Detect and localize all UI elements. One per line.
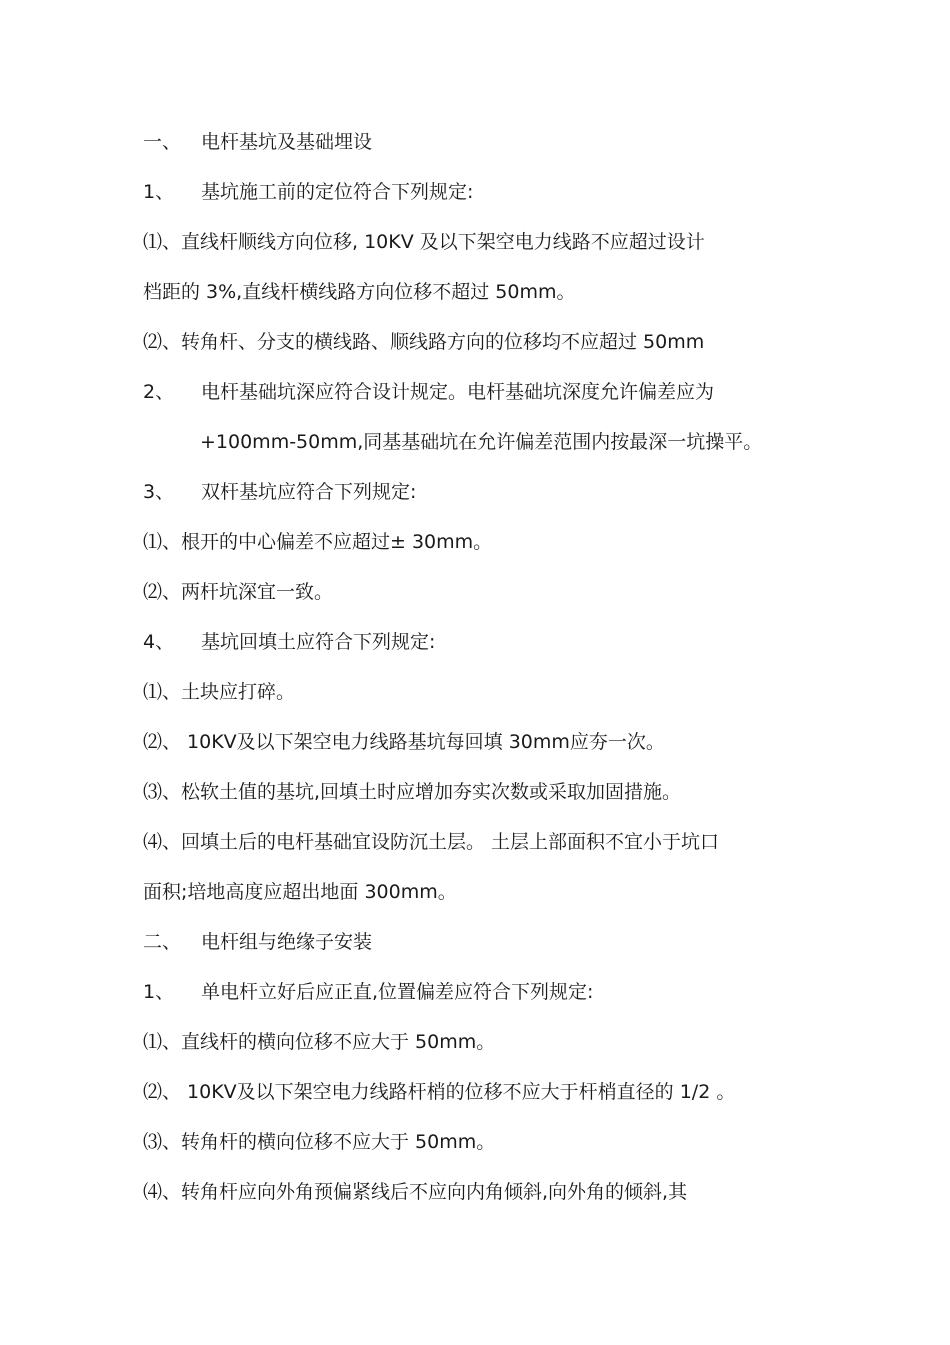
paragraph-text: ⑵、 10KV及以下架空电力线路杆梢的位移不应大于杆梢直径的 1/2 。 [143, 1081, 736, 1103]
section-title: 电杆基坑及基础埋设 [201, 131, 373, 153]
paragraph-line [143, 580, 333, 604]
clause-text: 单电杆立好后应正直,位置偏差应符合下列规定: [201, 981, 594, 1003]
paragraph-text: ⑴、直线杆顺线方向位移, 10KV 及以下架空电力线路不应超过设计 [143, 231, 705, 253]
paragraph-line [143, 230, 705, 254]
section-number: 一、 [143, 131, 182, 153]
clause-number: 1、 [143, 181, 175, 203]
clause-text: 基坑施工前的定位符合下列规定: [201, 181, 474, 203]
paragraph-line [143, 330, 704, 354]
paragraph-line [200, 430, 762, 454]
clause-number: 1、 [143, 981, 175, 1003]
paragraph-line [143, 1130, 495, 1154]
paragraph-line [143, 1030, 495, 1054]
paragraph-text: ⑷、转角杆应向外角预偏紧线后不应向内角倾斜,向外角的倾斜,其 [143, 1181, 688, 1203]
paragraph-text: ⑴、根开的中心偏差不应超过± 30mm。 [143, 531, 493, 553]
clause-number: 4、 [143, 631, 175, 653]
paragraph-line [143, 280, 575, 304]
clause-number: 3、 [143, 481, 175, 503]
clause-4 [143, 630, 435, 654]
paragraph-line [143, 830, 719, 854]
paragraph-text: ⑵、转角杆、分支的横线路、顺线路方向的位移均不应超过 50mm [143, 331, 705, 353]
paragraph-line [143, 730, 665, 754]
paragraph-line [143, 530, 492, 554]
paragraph-text: +100mm-50mm,同基基础坑在允许偏差范围内按最深一坑操平。 [200, 431, 763, 453]
section-heading-2 [143, 930, 372, 954]
paragraph-line [143, 680, 295, 704]
paragraph-text: ⑶、转角杆的横向位移不应大于 50mm。 [143, 1131, 496, 1153]
section-title: 电杆组与绝缘子安装 [201, 931, 373, 953]
clause-text: 电杆基础坑深应符合设计规定。电杆基础坑深度允许偏差应为 [201, 381, 715, 403]
paragraph-text: 面积;培地高度应超出地面 300mm。 [143, 881, 457, 903]
clause-number: 2、 [143, 381, 175, 403]
section-heading-1 [143, 130, 372, 154]
paragraph-text: 档距的 3%,直线杆横线路方向位移不超过 50mm。 [143, 281, 576, 303]
paragraph-text: ⑵、 10KV及以下架空电力线路基坑每回填 30mm应夯一次。 [143, 731, 665, 753]
paragraph-text: ⑶、松软土值的基坑,回填土时应增加夯实次数或采取加固措施。 [143, 781, 682, 803]
paragraph-text: ⑴、直线杆的横向位移不应大于 50mm。 [143, 1031, 496, 1053]
clause-3 [143, 480, 416, 504]
paragraph-line [143, 1180, 687, 1204]
paragraph-text: ⑷、回填土后的电杆基础宜设防沉土层。 土层上部面积不宜小于坑口 [143, 831, 720, 853]
paragraph-text: ⑵、两杆坑深宜一致。 [143, 581, 334, 603]
clause-text: 双杆基坑应符合下列规定: [201, 481, 417, 503]
paragraph-line [143, 780, 681, 804]
paragraph-line [143, 1080, 735, 1104]
clause-2 [143, 380, 714, 404]
section-number: 二、 [143, 931, 182, 953]
paragraph-line [143, 880, 457, 904]
paragraph-text: ⑴、土块应打碎。 [143, 681, 296, 703]
clause-1 [143, 180, 473, 204]
clause-text: 基坑回填土应符合下列规定: [201, 631, 436, 653]
clause-1 [143, 980, 593, 1004]
